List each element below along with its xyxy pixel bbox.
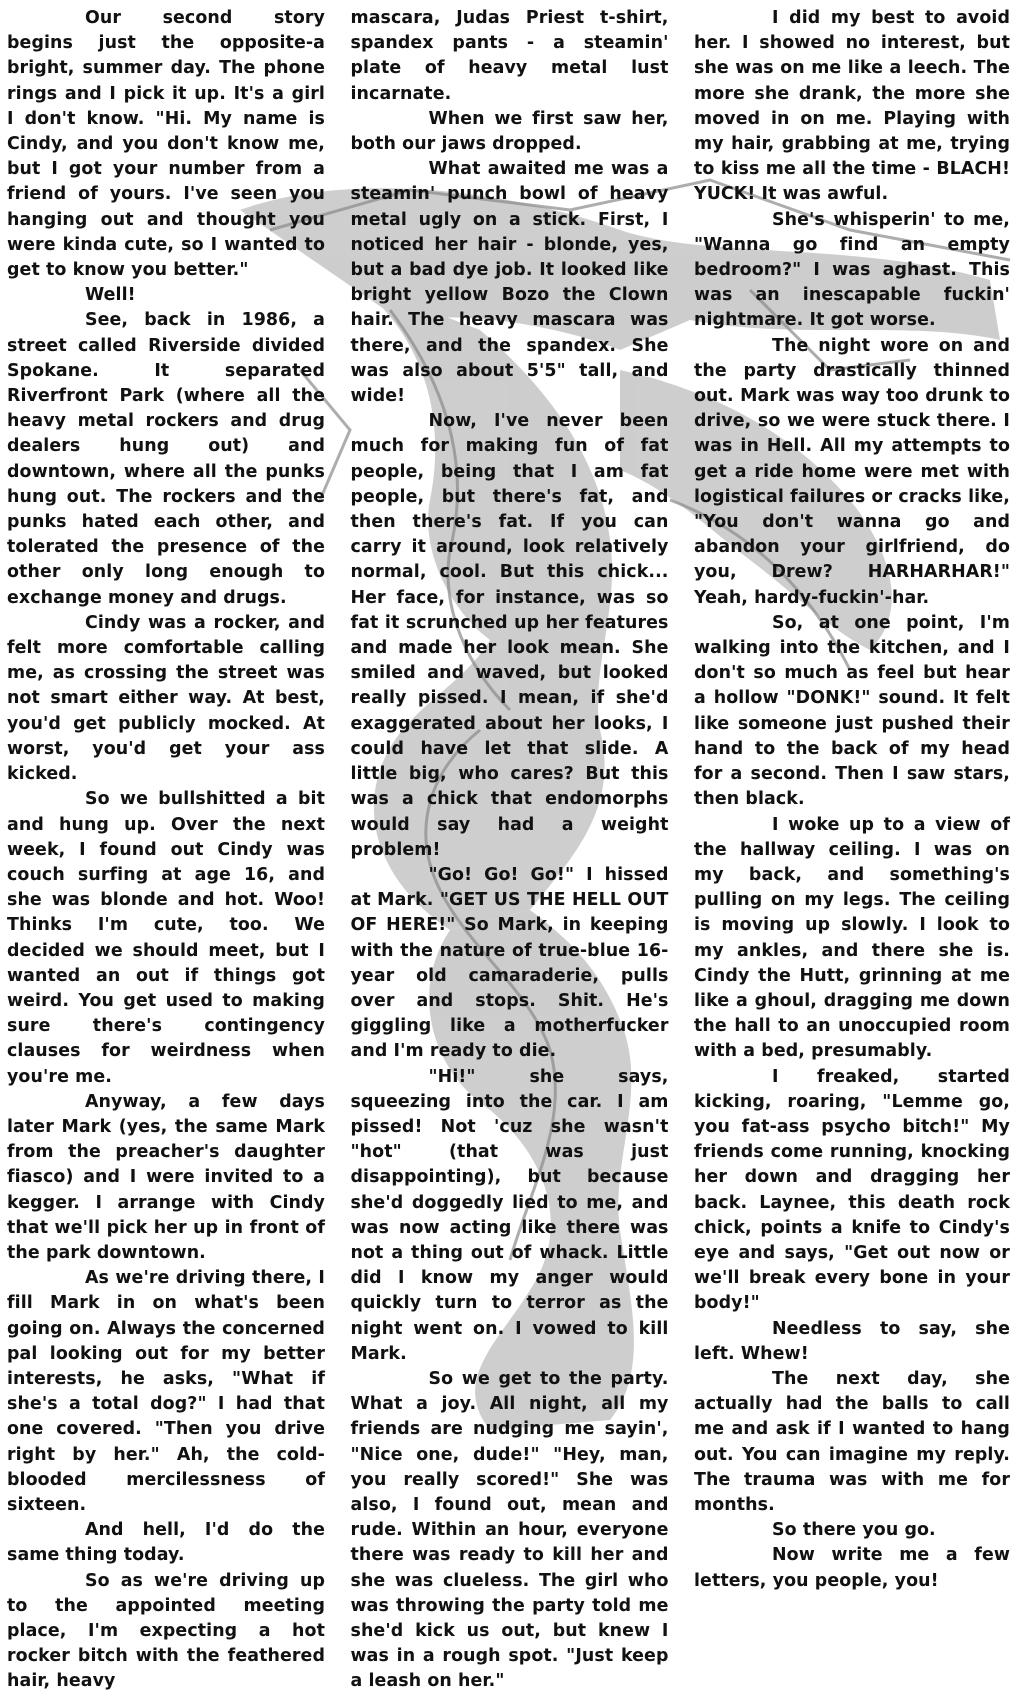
paragraph: As we're driving there, I fill Mark in on what's been going on. Always the concerned pal looking out for my better interests, he asks, "What if she's a total dog?" I had that one covered. "Then you drive right by her." Ah, the cold-blooded mercilessness of sixteen.	[7, 1268, 325, 1515]
paragraph: I woke up to a view of the hallway ceiling. I was on my back, and something's pulling on my legs. The ceiling is moving up slowly. I look to my ankles, and there she is. Cindy the Hutt, grinning at me like a ghoul, dragging me down the hall to an unoccupied room with a bed, presumably.	[694, 814, 1010, 1062]
paragraph: So we get to the party. What a joy. All night, all my friends are nudging me sayin', "Nice one, dude!" "Hey, man, you really scored!" She was also, I found out, mean and rude. Within an hour, everyone there was ready to kill her and she was clueless. The girl who was throwing the party told me she'd kick us out, but knew I was in a rough spot. "Just keep a leash on her."	[350, 1368, 669, 1692]
text-column-3	[694, 6, 1010, 1600]
paragraph: Well!	[85, 285, 136, 306]
paragraph: "Go! Go! Go!" I hissed at Mark. "GET US THE HELL OUT OF HERE!" So Mark, in keeping with the nature of true-blue 16-year old camaraderie, pulls over and stops. Shit. He's giggling like a motherfucker and I'm ready to die.	[350, 864, 669, 1062]
paragraph: So there you go.	[772, 1520, 936, 1541]
paragraph: Cindy was a rocker, and felt more comfortable calling me, as crossing the street was not smart either way. At best, you'd get publicly mocked. At worst, you'd get your ass kicked.	[7, 612, 325, 785]
paragraph: The next day, she actually had the balls to call me and ask if I wanted to hang out. You can imagine my reply. The trauma was with me for months.	[694, 1368, 1010, 1515]
paragraph: When we first saw her, both our jaws dropped.	[350, 108, 669, 155]
text-column-2	[350, 6, 669, 1692]
text-column-1	[7, 6, 325, 1692]
paragraph: Our second story begins just the opposite-a bright, summer day. The phone rings and I pick it up. It's a girl I don't know. "Hi. My name is Cindy, and you don't know me, but I got your number from a friend of yours. I've seen you hanging out and thought you were kinda cute, so I wanted to get to know you better."	[7, 8, 325, 281]
paragraph: I freaked, started kicking, roaring, "Lemme go, you fat-ass psycho bitch!" My friends come running, knocking her down and dragging her back. Laynee, this death rock chick, points a knife to Cindy's eye and says, "Get out now or we'll break every bone in your body!"	[694, 1066, 1010, 1314]
paragraph: So, at one point, I'm walking into the kitchen, and I don't so much as feel but hear a hollow "DONK!" sound. It felt like someone just pushed their hand to the back of my head for a second. Then I saw stars, then black.	[694, 612, 1010, 810]
paragraph: Now write me a few letters, you people, you!	[694, 1545, 1010, 1591]
paragraph: mascara, Judas Priest t-shirt, spandex pants - a steamin' plate of heavy metal lust incarnate.	[350, 8, 669, 104]
paragraph: Now, I've never been much for making fun of fat people, being that I am fat people, but there's fat, and then there's fat. If you can carry it around, look relatively normal, cool. But this chick... Her face, for instance, was so fat it scrunched up her features and made her look mean. She smiled and waved, but looked really pissed. I mean, if she'd exaggerated about her looks, I could have let that slide. A little big, who cares? But this was a chick that endomorphs would say had a weight problem!	[350, 411, 669, 860]
paragraph: So we bullshitted a bit and hung up. Over the next week, I found out Cindy was couch surfing at age 16, and she was blonde and hot. Woo! Thinks I'm cute, too. We decided we should meet, but I wanted an out if things got weird. You get used to making sure there's contingency clauses for weirdness when you're me.	[7, 789, 325, 1087]
paragraph: "Hi!" she says, squeezing into the car. I am pissed! Not 'cuz she wasn't "hot" (that was just disappointing), but because she'd doggedly lied to me, and was now acting like there was not a thing out of whack. Little did I know my anger would quickly turn to terror as the night went on. I vowed to kill Mark.	[350, 1066, 669, 1364]
paragraph: So as we're driving up to the appointed meeting place, I'm expecting a hot rocker bitch with the feathered hair, heavy	[7, 1570, 325, 1692]
paragraph: Anyway, a few days later Mark (yes, the same Mark from the preacher's daughter fiasco) and I were invited to a kegger. I arrange with Cindy that we'll pick her up in front of the park downtown.	[7, 1091, 325, 1263]
paragraph: The night wore on and the party drastically thinned out. Mark was way too drunk to drive, so we were stuck there. I was in Hell. All my attempts to get a ride home were met with logistical failures or cracks like, "You don't wanna go and abandon your girlfriend, do you, Drew? HARHARHAR!" Yeah, hardy-fuckin'-har.	[694, 335, 1010, 608]
paragraph: What awaited me was a steamin' punch bowl of heavy metal ugly on a stick. First, I noticed her hair - blonde, yes, but a bad dye job. It looked like bright yellow Bozo the Clown hair. The heavy mascara was there, and the spandex. She was also about 5'5" tall, and wide!	[350, 159, 669, 407]
paragraph: She's whisperin' to me, "Wanna go find an empty bedroom?" I was aghast. This was an inescapable fuckin' nightmare. It got worse.	[694, 209, 1010, 331]
paragraph: And hell, I'd do the same thing today.	[7, 1520, 325, 1566]
paragraph: I did my best to avoid her. I showed no interest, but she was on me like a leech. The more she drank, the more she moved in on me. Playing with my hair, grabbing at me, trying to kiss me all the time - BLACH! YUCK! It was awful.	[694, 8, 1010, 205]
paragraph: See, back in 1986, a street called Riverside divided Spokane. It separated Riverfront Park (where all the heavy metal rockers and drug dealers hung out) and downtown, where all the punks hung out. The rockers and the punks hated each other, and tolerated the presence of the other only long enough to exchange money and drugs.	[7, 310, 325, 608]
paragraph: Needless to say, she left. Whew!	[694, 1318, 1010, 1364]
